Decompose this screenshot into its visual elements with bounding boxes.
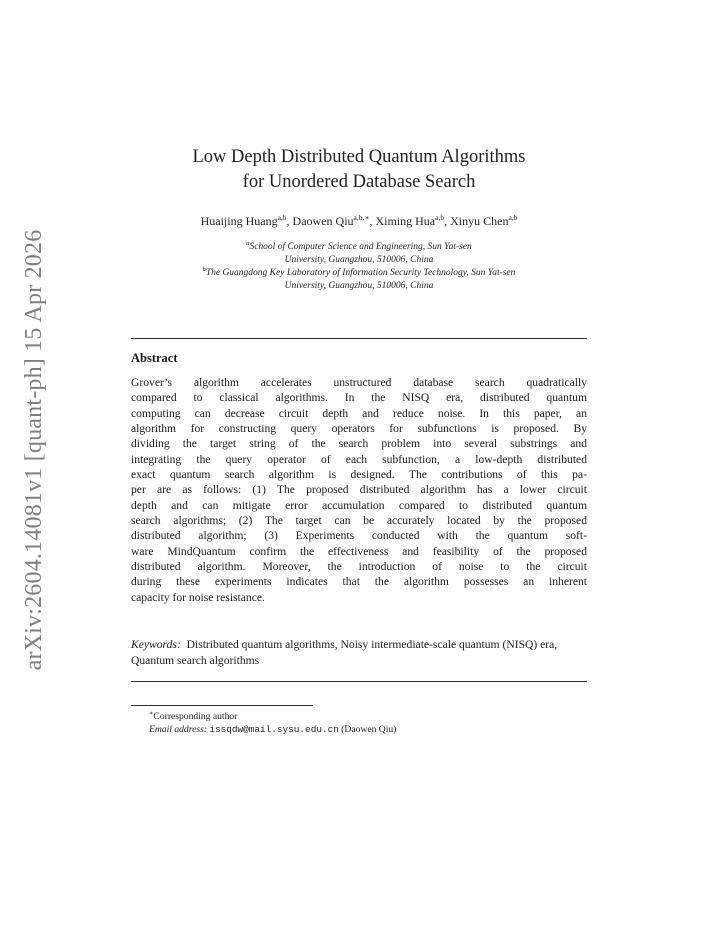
author-name: Huaijing Huang (200, 214, 278, 228)
author-name: Xinyu Chen (450, 214, 509, 228)
keywords-label: Keywords: (131, 638, 181, 651)
author-name: Daowen Qiu (292, 214, 354, 228)
paper-title (131, 145, 587, 195)
abstract-line: distributed algorithm. Moreover, the introduction of noise to the circuit (131, 559, 587, 573)
abstract-line: during these experiments indicates that the algorithm possesses an inherent (131, 575, 587, 589)
abstract-top-rule (131, 338, 587, 339)
abstract-line: algorithm for constructing query operators for subfunctions is proposed. By (131, 421, 587, 435)
author-separator: , (369, 214, 376, 228)
abstract-line: ware MindQuantum confirm the effectiveness and feasibility of the proposed (131, 544, 587, 558)
author-affiliation-mark: a,b (508, 213, 518, 222)
affiliation-b-line-2: University, Guangzhou, 510006, China (284, 281, 434, 291)
author-affiliation-mark: a,b (277, 213, 287, 222)
abstract-body (131, 375, 587, 605)
email-address: issqdw@mail.sysu.edu.cn (209, 724, 339, 735)
email-label: Email address: (149, 724, 208, 735)
title-line-1: Low Depth Distributed Quantum Algorithms (192, 147, 526, 167)
abstract-line: search algorithms; (2) The target can be accurately located by the proposed (131, 513, 587, 527)
title-line-2: for Unordered Database Search (242, 172, 476, 192)
abstract-line: capacity for noise resistance. (131, 590, 265, 604)
email-owner: (Daowen Qiu) (341, 724, 397, 735)
keywords-text: Distributed quantum algorithms, Noisy intermediate-scale quantum (NISQ) era, Quantum search algorithms (131, 638, 558, 667)
footnote-rule (131, 705, 313, 706)
arxiv-identifier-stamp: arXiv:2604.14081v1 [quant-ph] 15 Apr 2026 (21, 229, 47, 671)
author-list (131, 213, 587, 229)
abstract-bottom-rule (131, 681, 587, 682)
affiliation-b-line-1: $^b$The Guangdong Key Laboratory of Information Security Technology, Sun Yat-sen (202, 266, 516, 278)
author-separator: , (444, 214, 451, 228)
footnotes (131, 710, 587, 736)
abstract-heading: Abstract (131, 351, 178, 365)
affiliation-a-line-1: $^a$School of Computer Science and Engineering, Sun Yat-sen (246, 240, 472, 252)
author-affiliation-mark: a,b (435, 213, 445, 222)
author-separator: , (286, 214, 293, 228)
abstract-line: computing can decrease circuit depth and reduce noise. In this paper, an (131, 406, 587, 420)
affiliation-a-line-2: University, Guangzhou, 510006, China (284, 255, 434, 265)
email-note (131, 723, 587, 736)
author-name: Ximing Hua (375, 214, 436, 228)
abstract-line: Grover’s algorithm accelerates unstructured database search quadratically (131, 376, 587, 389)
corresponding-author-note: ∗Corresponding author (149, 710, 238, 722)
corresponding-mark: ∗ (149, 710, 154, 717)
affiliations (111, 241, 607, 293)
affiliation-b-mark: b (202, 266, 206, 273)
keywords (131, 637, 587, 668)
abstract-line: compared to classical algorithms. In the NISQ era, distributed quantum (131, 391, 587, 405)
abstract-line: dividing the target string of the search problem into several substrings and (131, 437, 587, 451)
abstract-line: integrating the query operator of each subfunction, a low-depth distributed (131, 452, 587, 466)
author-affiliation-mark: a,b,∗ (353, 213, 370, 222)
abstract-line: distributed algorithm; (3) Experiments conducted with the quantum soft- (131, 529, 587, 543)
abstract-line: depth and can mitigate error accumulation compared to distributed quantum (131, 498, 587, 512)
abstract-line: per are as follows: (1) The proposed distributed algorithm has a lower circuit (131, 483, 587, 497)
abstract-line: exact quantum search algorithm is designed. The contributions of this pa- (131, 467, 587, 481)
affiliation-a-mark: a (246, 240, 250, 247)
